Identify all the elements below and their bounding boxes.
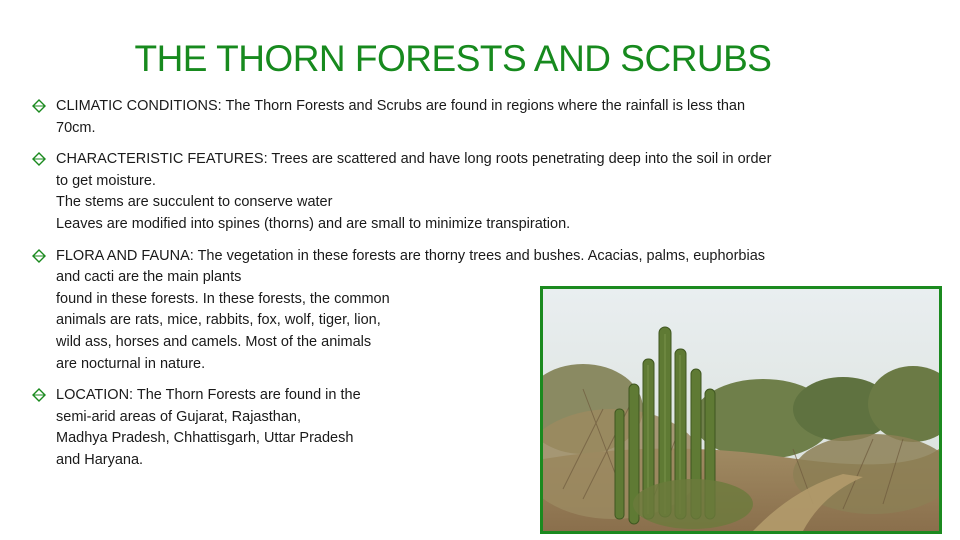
- thorn-forest-photo: [540, 286, 942, 534]
- bullet-separator: :: [129, 387, 134, 404]
- bullet-text: 70cm.: [56, 119, 96, 136]
- bullet-text: are nocturnal in nature.: [56, 355, 206, 372]
- bullet-text: The Thorn Forests and Scrubs are found in regions where the rainfall is less than: [221, 98, 746, 114]
- bullet-text: The Thorn Forests are found in the: [133, 387, 361, 404]
- diamond-bullet-icon: [32, 388, 46, 402]
- bullet-text: wild ass, horses and camels. Most of the animals: [56, 333, 372, 350]
- bullet-text: to get moisture.: [56, 172, 156, 189]
- bullet-climatic-conditions: [32, 96, 862, 139]
- bullet-text: animals are rats, mice, rabbits, fox, wolf, tiger, lion,: [56, 312, 381, 329]
- bullet-text: semi-arid areas of Gujarat, Rajasthan,: [56, 408, 301, 425]
- bullet-heading: CHARACTERISTIC FEATURES: [56, 151, 264, 168]
- bullet-separator: :: [217, 98, 222, 114]
- bullet-text: The vegetation in these forests are thorny trees and bushes. Acacias, palms, euphorbias: [193, 247, 766, 264]
- bullet-separator: :: [189, 247, 194, 264]
- bullet-text: and cacti are the main plants: [56, 269, 242, 286]
- bullet-characteristic-features: [32, 149, 862, 235]
- bullet-text: Trees are scattered and have long roots penetrating deep into the soil in order: [267, 151, 772, 168]
- diamond-bullet-icon: [32, 152, 46, 166]
- bullet-text: found in these forests. In these forests, the common: [56, 290, 390, 307]
- bullet-separator: :: [263, 151, 268, 168]
- diamond-bullet-icon: [32, 249, 46, 263]
- bullet-text: Madhya Pradesh, Chhattisgarh, Uttar Pradesh: [56, 430, 354, 447]
- slide-title: THE THORN FORESTS AND SCRUBS: [134, 38, 772, 79]
- bullet-text: Leaves are modified into spines (thorns) and are small to minimize transpiration.: [56, 215, 571, 232]
- bullet-heading: LOCATION: [56, 387, 130, 404]
- bullet-text: and Haryana.: [56, 451, 144, 468]
- diamond-bullet-icon: [32, 99, 46, 113]
- thorn-forest-illustration: [543, 289, 939, 531]
- bullet-heading: FLORA AND FAUNA: [56, 247, 190, 264]
- bullet-heading: CLIMATIC CONDITIONS: [56, 98, 218, 114]
- bullet-text: The stems are succulent to conserve water: [56, 194, 333, 211]
